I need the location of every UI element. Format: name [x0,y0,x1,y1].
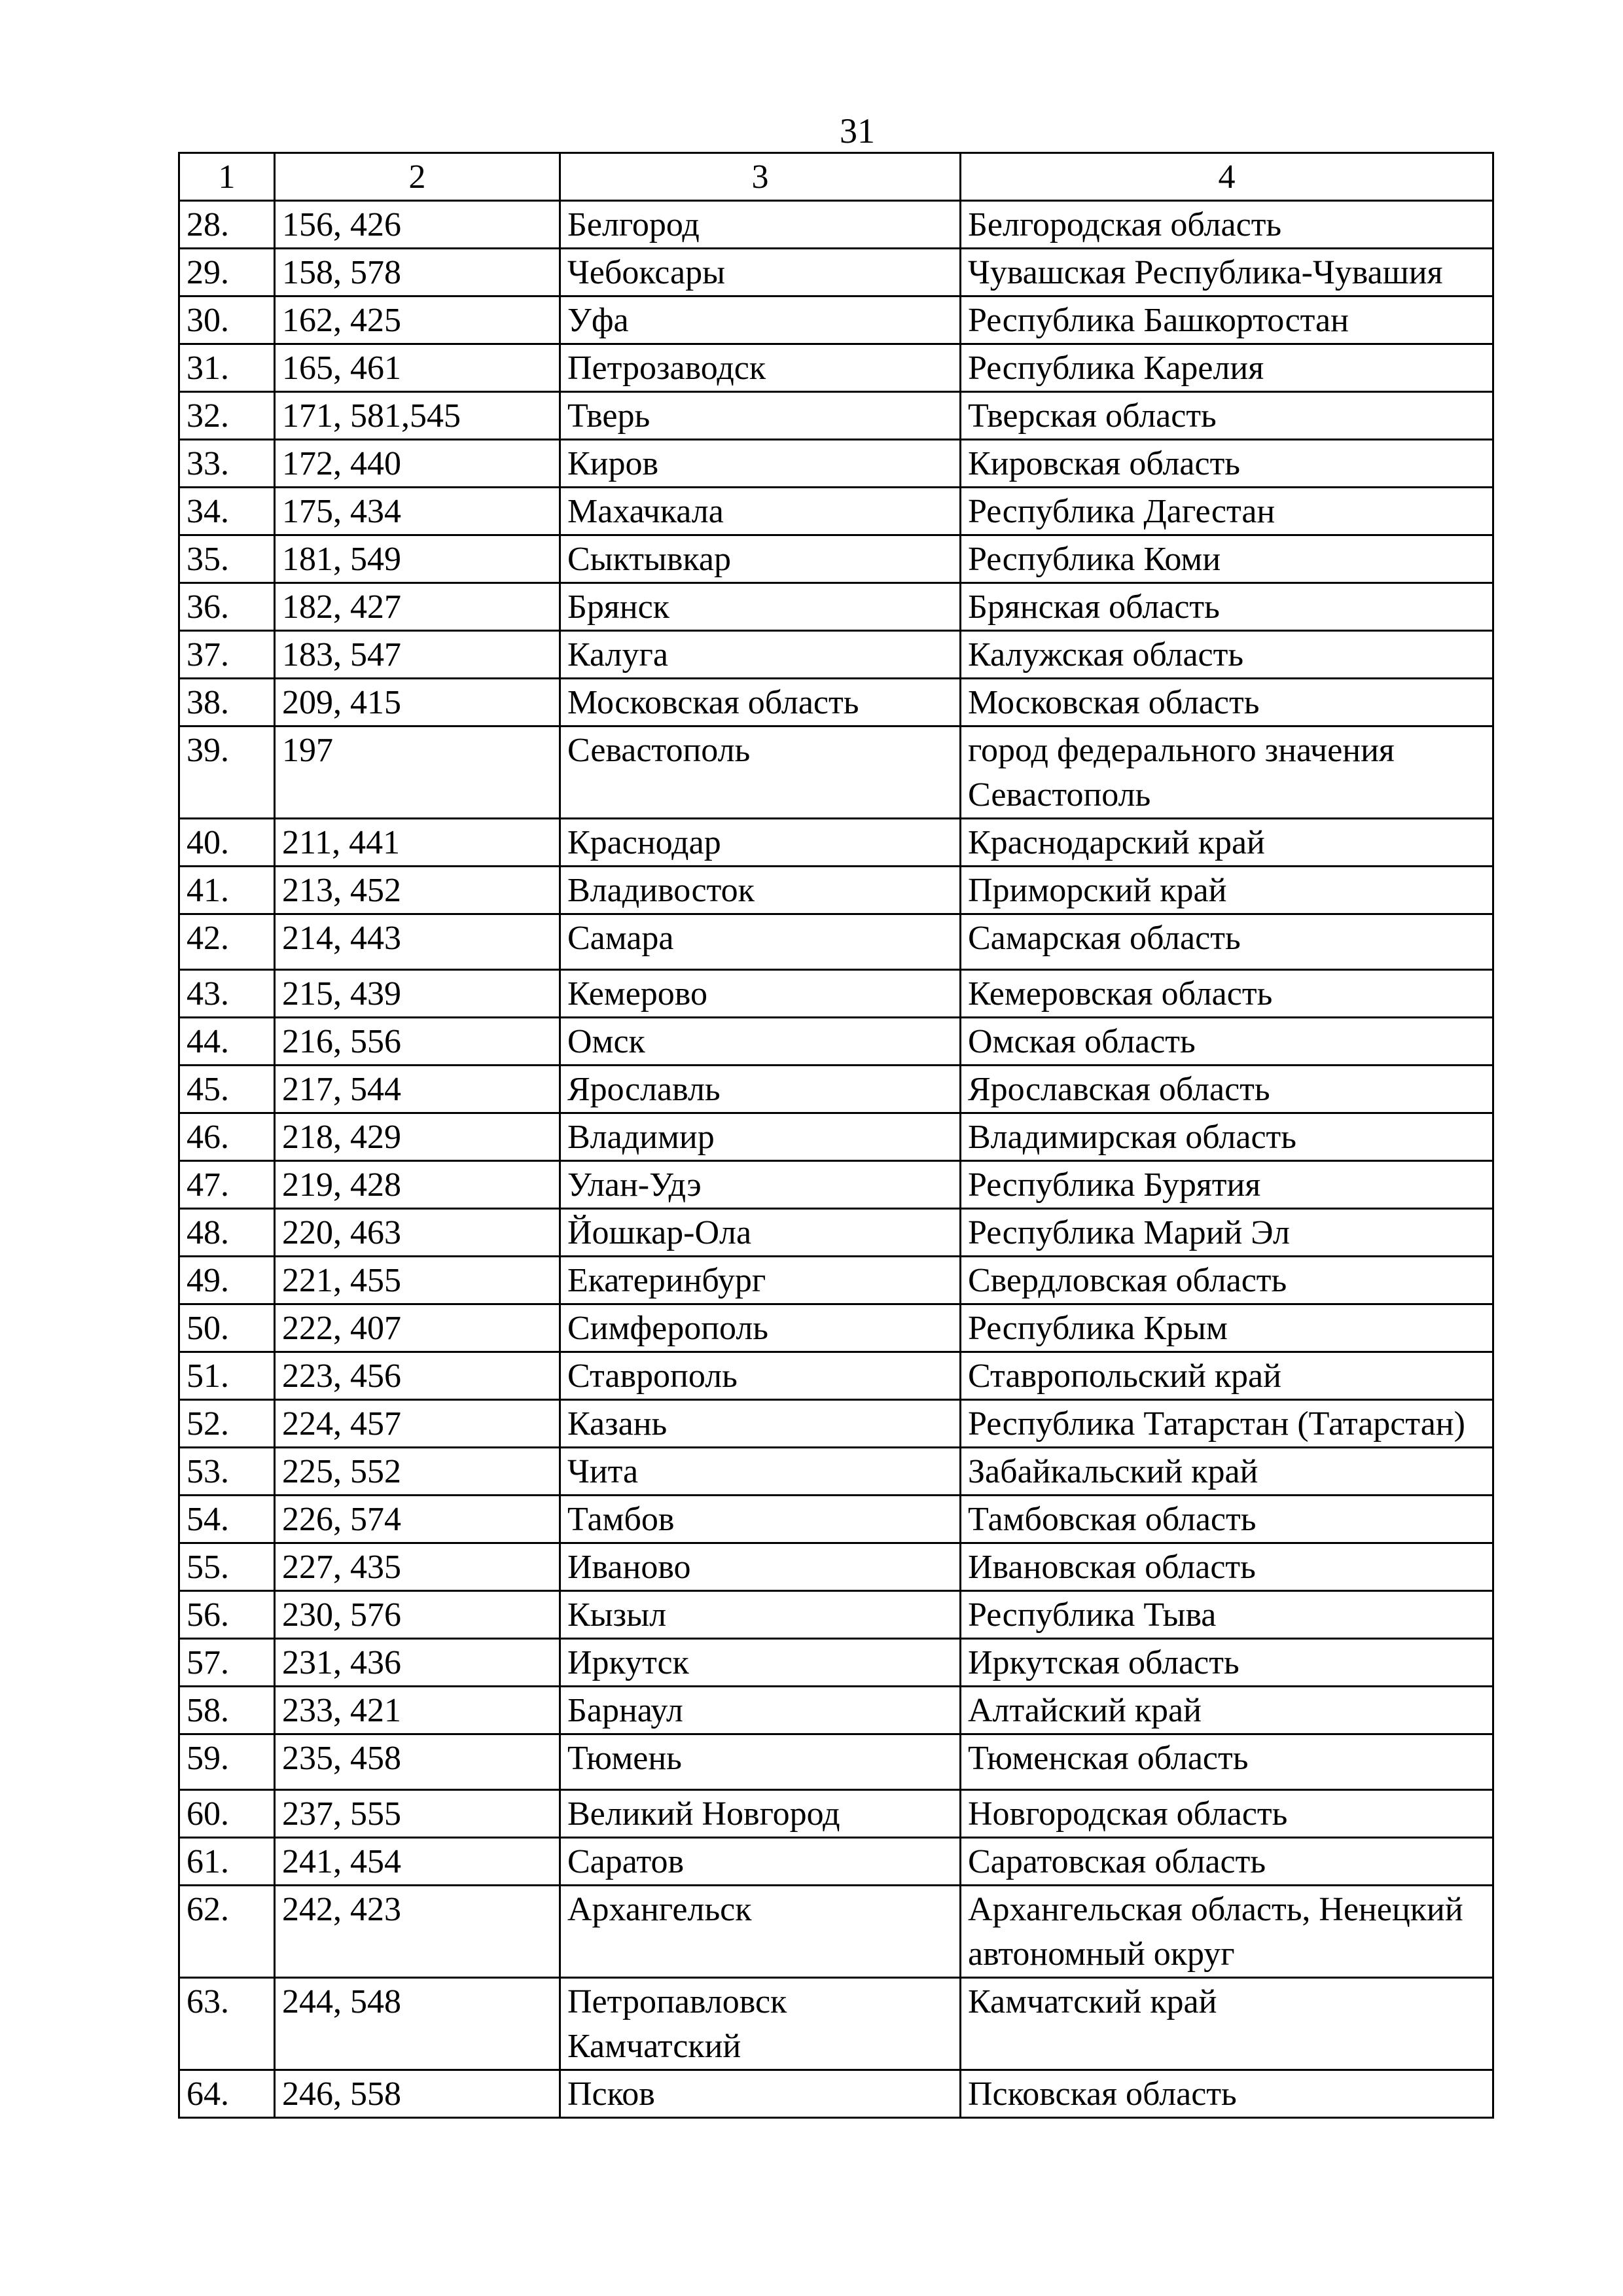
row-city: Владивосток [560,867,961,914]
row-number: 41. [179,867,275,914]
row-number: 63. [179,1978,275,2070]
row-region: город федерального значения Севастополь [961,726,1493,819]
row-codes: 171, 581,545 [275,392,560,440]
table-row [179,1978,1493,2070]
row-city: Омск [560,1018,961,1066]
row-city: Краснодар [560,819,961,867]
table-row [179,1448,1493,1496]
row-city: Чита [560,1448,961,1496]
row-codes: 221, 455 [275,1257,560,1304]
row-codes: 162, 425 [275,296,560,344]
table-header-row [179,153,1493,201]
row-region: Республика Марий Эл [961,1209,1493,1257]
row-codes: 172, 440 [275,440,560,488]
row-number: 64. [179,2070,275,2118]
row-number: 57. [179,1639,275,1687]
row-city: Тюмень [560,1734,961,1790]
row-codes: 231, 436 [275,1639,560,1687]
row-city: Саратов [560,1838,961,1886]
table-row [179,201,1493,249]
row-number: 30. [179,296,275,344]
row-city: Самара [560,914,961,970]
table-row [179,867,1493,914]
table-row [179,631,1493,679]
row-number: 59. [179,1734,275,1790]
row-number: 51. [179,1352,275,1400]
row-codes: 224, 457 [275,1400,560,1448]
row-region: Свердловская область [961,1257,1493,1304]
row-number: 28. [179,201,275,249]
row-city: Петрозаводск [560,344,961,392]
row-number: 55. [179,1543,275,1591]
table-row [179,535,1493,583]
row-city: Йошкар-Ола [560,1209,961,1257]
table-row [179,296,1493,344]
row-codes: 214, 443 [275,914,560,970]
row-region: Республика Татарстан (Татарстан) [961,1400,1493,1448]
row-region: Республика Бурятия [961,1161,1493,1209]
row-region: Республика Башкортостан [961,296,1493,344]
table-body [179,153,1493,2118]
row-number: 45. [179,1066,275,1113]
row-city: Псков [560,2070,961,2118]
row-codes: 227, 435 [275,1543,560,1591]
table-row [179,1018,1493,1066]
header-cell-4: 4 [961,153,1493,201]
row-city: Уфа [560,296,961,344]
row-city: Кемерово [560,970,961,1018]
row-region: Приморский край [961,867,1493,914]
row-codes: 209, 415 [275,679,560,726]
row-region: Чувашская Республика-Чувашия [961,249,1493,296]
row-number: 35. [179,535,275,583]
row-city: Улан-Удэ [560,1161,961,1209]
row-region: Республика Коми [961,535,1493,583]
row-city: Екатеринбург [560,1257,961,1304]
row-codes: 156, 426 [275,201,560,249]
row-codes: 213, 452 [275,867,560,914]
row-city: Белгород [560,201,961,249]
table-row [179,970,1493,1018]
row-number: 48. [179,1209,275,1257]
row-city: Севастополь [560,726,961,819]
row-codes: 181, 549 [275,535,560,583]
row-region: Владимирская область [961,1113,1493,1161]
row-city: Казань [560,1400,961,1448]
row-number: 34. [179,488,275,535]
row-codes: 242, 423 [275,1886,560,1978]
row-city: Тамбов [560,1496,961,1543]
table-row [179,392,1493,440]
row-region: Московская область [961,679,1493,726]
row-number: 32. [179,392,275,440]
header-cell-3: 3 [560,153,961,201]
row-number: 39. [179,726,275,819]
row-number: 31. [179,344,275,392]
row-codes: 230, 576 [275,1591,560,1639]
row-codes: 223, 456 [275,1352,560,1400]
table-row [179,1209,1493,1257]
row-codes: 219, 428 [275,1161,560,1209]
row-number: 33. [179,440,275,488]
row-region: Калужская область [961,631,1493,679]
row-codes: 225, 552 [275,1448,560,1496]
table-row [179,1161,1493,1209]
table-row [179,726,1493,819]
row-codes: 165, 461 [275,344,560,392]
table-row [179,1687,1493,1734]
row-codes: 216, 556 [275,1018,560,1066]
row-region: Ивановская область [961,1543,1493,1591]
row-number: 46. [179,1113,275,1161]
table-row [179,488,1493,535]
row-codes: 226, 574 [275,1496,560,1543]
page-number: 31 [840,111,875,151]
row-codes: 220, 463 [275,1209,560,1257]
row-codes: 235, 458 [275,1734,560,1790]
row-codes: 222, 407 [275,1304,560,1352]
row-codes: 246, 558 [275,2070,560,2118]
row-number: 62. [179,1886,275,1978]
row-region: Алтайский край [961,1687,1493,1734]
row-number: 44. [179,1018,275,1066]
table-row [179,914,1493,970]
row-city: Брянск [560,583,961,631]
table-row [179,1496,1493,1543]
table-row [179,1734,1493,1790]
row-city: Махачкала [560,488,961,535]
row-codes: 241, 454 [275,1838,560,1886]
row-region: Тамбовская область [961,1496,1493,1543]
row-city: Барнаул [560,1687,961,1734]
row-region: Тверская область [961,392,1493,440]
row-region: Ставропольский край [961,1352,1493,1400]
row-codes: 233, 421 [275,1687,560,1734]
row-codes: 211, 441 [275,819,560,867]
header-cell-2: 2 [275,153,560,201]
row-city: Московская область [560,679,961,726]
row-region: Архангельская область, Ненецкий автономный округ [961,1886,1493,1978]
row-number: 42. [179,914,275,970]
row-city: Архангельск [560,1886,961,1978]
table-row [179,1790,1493,1838]
row-codes: 218, 429 [275,1113,560,1161]
table-row [179,1543,1493,1591]
table-row [179,344,1493,392]
row-city: Симферополь [560,1304,961,1352]
table-row [179,1066,1493,1113]
row-city: Петропавловск Камчатский [560,1978,961,2070]
row-region: Забайкальский край [961,1448,1493,1496]
row-codes: 182, 427 [275,583,560,631]
row-city: Кызыл [560,1591,961,1639]
row-city: Владимир [560,1113,961,1161]
row-city: Великий Новгород [560,1790,961,1838]
table-row [179,1838,1493,1886]
row-city: Чебоксары [560,249,961,296]
table-row [179,1352,1493,1400]
row-codes: 217, 544 [275,1066,560,1113]
row-region: Белгородская область [961,201,1493,249]
row-codes: 158, 578 [275,249,560,296]
row-number: 61. [179,1838,275,1886]
codes-table [178,152,1494,2119]
row-number: 49. [179,1257,275,1304]
row-codes: 175, 434 [275,488,560,535]
row-number: 53. [179,1448,275,1496]
row-codes: 237, 555 [275,1790,560,1838]
row-region: Краснодарский край [961,819,1493,867]
row-number: 56. [179,1591,275,1639]
table-row [179,440,1493,488]
row-region: Республика Крым [961,1304,1493,1352]
row-region: Кировская область [961,440,1493,488]
row-region: Республика Тыва [961,1591,1493,1639]
row-number: 36. [179,583,275,631]
row-city: Ярославль [560,1066,961,1113]
row-city: Ставрополь [560,1352,961,1400]
row-region: Новгородская область [961,1790,1493,1838]
table-row [179,1886,1493,1978]
row-city: Калуга [560,631,961,679]
row-number: 47. [179,1161,275,1209]
row-region: Тюменская область [961,1734,1493,1790]
row-number: 43. [179,970,275,1018]
table-row [179,1639,1493,1687]
row-region: Омская область [961,1018,1493,1066]
table-row [179,1113,1493,1161]
row-region: Кемеровская область [961,970,1493,1018]
row-number: 29. [179,249,275,296]
row-codes: 183, 547 [275,631,560,679]
table-row [179,1257,1493,1304]
row-region: Камчатский край [961,1978,1493,2070]
row-region: Иркутская область [961,1639,1493,1687]
row-region: Саратовская область [961,1838,1493,1886]
row-region: Ярославская область [961,1066,1493,1113]
table-row [179,1400,1493,1448]
table-row [179,819,1493,867]
table-row [179,2070,1493,2118]
table-row [179,679,1493,726]
row-number: 37. [179,631,275,679]
table-row [179,1304,1493,1352]
header-cell-1: 1 [179,153,275,201]
table-row [179,249,1493,296]
table-row [179,583,1493,631]
row-codes: 215, 439 [275,970,560,1018]
row-city: Иркутск [560,1639,961,1687]
row-number: 52. [179,1400,275,1448]
row-codes: 197 [275,726,560,819]
row-region: Брянская область [961,583,1493,631]
table-row [179,1591,1493,1639]
row-number: 40. [179,819,275,867]
row-codes: 244, 548 [275,1978,560,2070]
row-number: 54. [179,1496,275,1543]
row-number: 60. [179,1790,275,1838]
row-region: Самарская область [961,914,1493,970]
row-region: Республика Карелия [961,344,1493,392]
row-city: Сыктывкар [560,535,961,583]
row-number: 50. [179,1304,275,1352]
row-region: Республика Дагестан [961,488,1493,535]
row-region: Псковская область [961,2070,1493,2118]
row-city: Тверь [560,392,961,440]
row-city: Киров [560,440,961,488]
row-city: Иваново [560,1543,961,1591]
row-number: 58. [179,1687,275,1734]
row-number: 38. [179,679,275,726]
